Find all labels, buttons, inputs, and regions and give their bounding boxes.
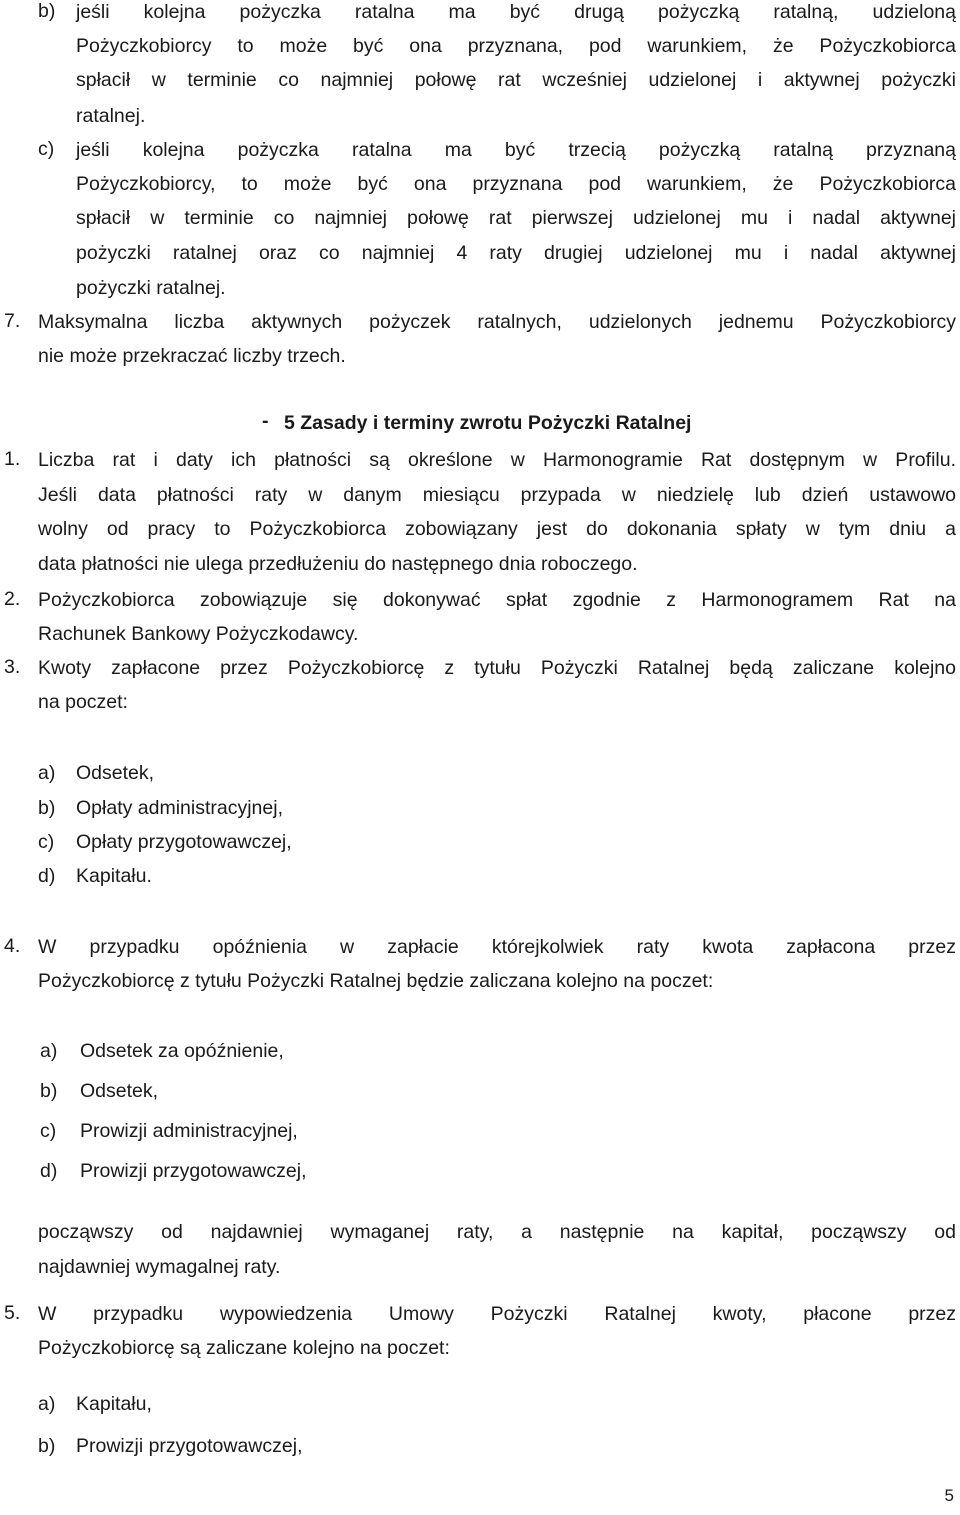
list-item: Kapitału,: [76, 1393, 152, 1415]
paragraph-line: pożyczki ratalnej.: [76, 277, 226, 299]
item-label: c): [38, 138, 55, 160]
paragraph-line: Pożyczkobiorca zobowiązuje się dokonywać spłat zgodnie z Harmonogramem Rat na: [38, 589, 956, 611]
paragraph-line: Pożyczkobiorcy, to może być ona przyznana pod warunkiem, że Pożyczkobiorca: [76, 173, 956, 195]
page-number: 5: [944, 1486, 954, 1505]
point-number: 3.: [4, 656, 21, 678]
item-label: b): [38, 1435, 56, 1457]
paragraph-line: wolny od pracy to Pożyczkobiorca zobowiązany jest do dokonania spłaty w tym dniu a: [38, 518, 956, 540]
paragraph-line: Pożyczkobiorcę z tytułu Pożyczki Ratalnej będzie zaliczana kolejno na poczet:: [38, 970, 714, 992]
list-item: Odsetek,: [80, 1080, 159, 1102]
paragraph-line: Pożyczkobiorcy to może być ona przyznana, pod warunkiem, że Pożyczkobiorca: [76, 35, 956, 57]
paragraph-line: data płatności nie ulega przedłużeniu do następnego dnia roboczego.: [38, 553, 638, 575]
list-item: Prowizji administracyjnej,: [80, 1120, 298, 1142]
item-label: a): [38, 762, 56, 784]
paragraph-line: ratalnej.: [76, 105, 146, 127]
paragraph-line: Kwoty zapłacone przez Pożyczkobiorcę z tytułu Pożyczki Ratalnej będą zaliczane kolejno: [38, 657, 956, 679]
paragraph-line: spłacił w terminie co najmniej połowę rat pierwszej udzielonej mu i nadal aktywnej: [76, 207, 956, 229]
item-label: c): [38, 831, 55, 853]
item-label: b): [40, 1080, 58, 1102]
list-item: Opłaty administracyjnej,: [76, 797, 283, 819]
paragraph-line: W przypadku wypowiedzenia Umowy Pożyczki Ratalnej kwoty, płacone przez: [38, 1303, 956, 1325]
paragraph-line: spłacił w terminie co najmniej połowę rat wcześniej udzielonej i aktywnej pożyczki: [76, 69, 956, 91]
list-item: Opłaty przygotowawczej,: [76, 831, 292, 853]
paragraph-line: jeśli kolejna pożyczka ratalna ma być drugą pożyczką ratalną, udzieloną: [76, 1, 956, 23]
item-label: b): [38, 797, 56, 819]
item-label: a): [40, 1040, 58, 1062]
list-item: Prowizji przygotowawczej,: [76, 1435, 303, 1457]
paragraph-line: nie może przekraczać liczby trzech.: [38, 345, 346, 367]
paragraph-line: Liczba rat i daty ich płatności są określone w Harmonogramie Rat dostępnym w Profilu.: [38, 449, 956, 471]
point-number: 5.: [4, 1302, 21, 1324]
paragraph-line: począwszy od najdawniej wymaganej raty, a następnie na kapitał, począwszy od: [38, 1221, 956, 1243]
paragraph-line: W przypadku opóźnienia w zapłacie którejkolwiek raty kwota zapłacona przez: [38, 936, 956, 958]
item-label: d): [38, 865, 56, 887]
paragraph-line: Jeśli data płatności raty w danym miesiącu przypada w niedzielę lub dzień ustawowo: [38, 484, 956, 506]
paragraph-line: Pożyczkobiorcę są zaliczane kolejno na poczet:: [38, 1337, 450, 1359]
heading-marker: -: [262, 410, 269, 432]
list-item: Odsetek za opóźnienie,: [80, 1040, 284, 1062]
item-label: d): [40, 1160, 58, 1182]
paragraph-line: najdawniej wymagalnej raty.: [38, 1256, 281, 1278]
item-label: b): [38, 0, 56, 22]
item-label: c): [40, 1120, 57, 1142]
point-number: 1.: [4, 448, 21, 470]
paragraph-line: Rachunek Bankowy Pożyczkodawcy.: [38, 623, 359, 645]
point-number: 2.: [4, 588, 21, 610]
paragraph-line: na poczet:: [38, 691, 128, 713]
list-item: Kapitału.: [76, 865, 152, 887]
list-item: Prowizji przygotowawczej,: [80, 1160, 307, 1182]
list-item: Odsetek,: [76, 762, 155, 784]
paragraph-line: pożyczki ratalnej oraz co najmniej 4 raty drugiej udzielonej mu i nadal aktywnej: [76, 242, 956, 264]
section-title: 5 Zasady i terminy zwrotu Pożyczki Ratalnej: [284, 412, 692, 434]
point-number: 4.: [4, 935, 21, 957]
item-label: a): [38, 1393, 56, 1415]
paragraph-line: jeśli kolejna pożyczka ratalna ma być trzecią pożyczką ratalną przyznaną: [76, 139, 956, 161]
point-number: 7.: [4, 310, 21, 332]
paragraph-line: Maksymalna liczba aktywnych pożyczek ratalnych, udzielonych jednemu Pożyczkobiorcy: [38, 311, 956, 333]
